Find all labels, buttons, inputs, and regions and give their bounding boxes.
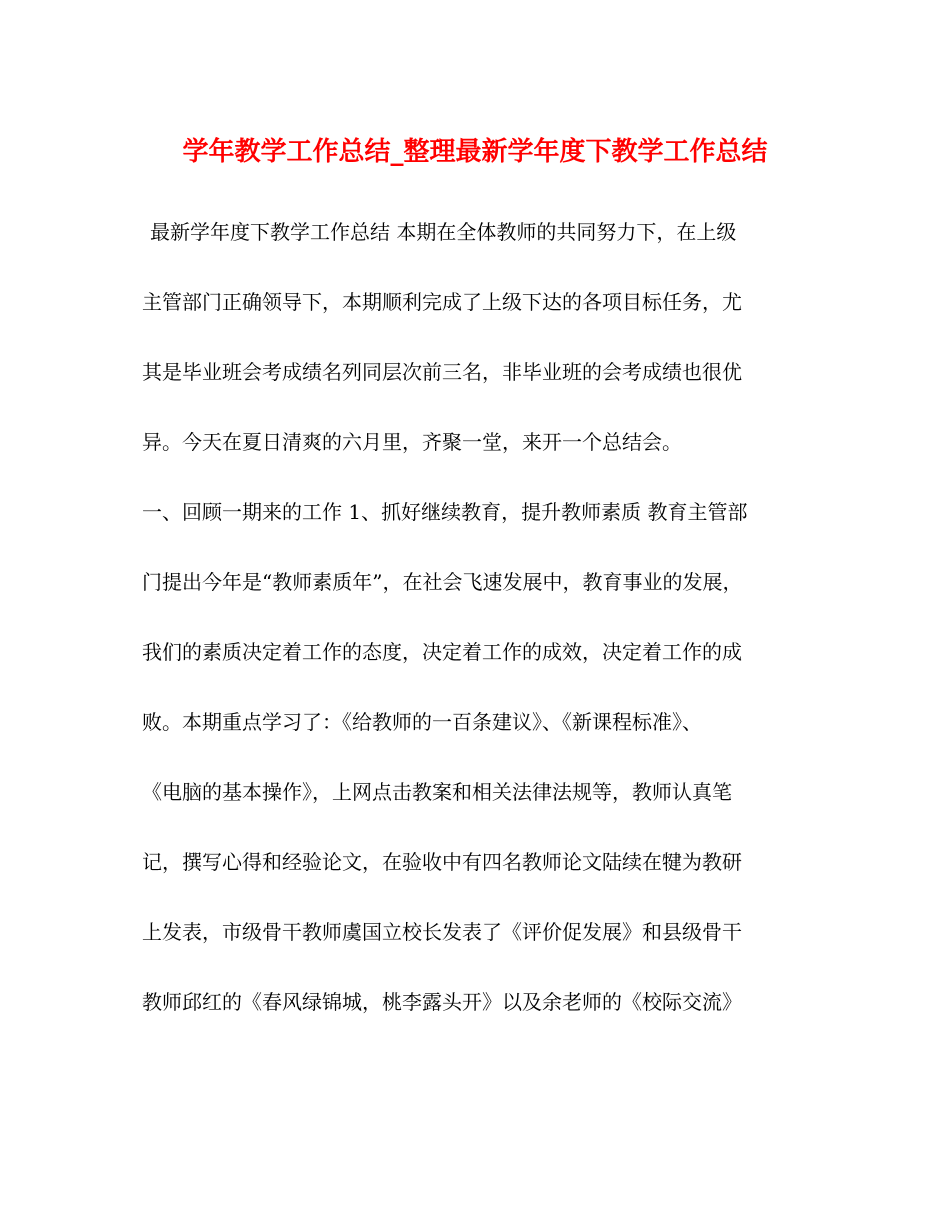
body-line: 记，撰写心得和经验论文，在验收中有四名教师论文陆续在犍为教研 — [142, 850, 742, 874]
body-line: 门提出今年是“教师素质年”，在社会飞速发展中，教育事业的发展， — [142, 570, 743, 594]
body-line: 教师邱红的《春风绿锦城，桃李露头开》以及余老师的《校际交流》 — [142, 990, 742, 1014]
body-line: 《电脑的基本操作》，上网点击教案和相关法律法规等，教师认真笔 — [142, 780, 732, 804]
body-line: 其是毕业班会考成绩名列同层次前三名，非毕业班的会考成绩也很优 — [142, 360, 742, 384]
body-line: 上发表，市级骨干教师虞国立校长发表了《评价促发展》和县级骨干 — [142, 920, 742, 944]
document-title: 学年教学工作总结_整理最新学年度下教学工作总结 — [182, 137, 768, 167]
body-line: 一、回顾一期来的工作 1、抓好继续教育，提升教师素质 教育主管部 — [142, 500, 748, 524]
body-line: 主管部门正确领导下，本期顺利完成了上级下达的各项目标任务，尤 — [142, 290, 742, 314]
body-line: 异。今天在夏日清爽的六月里，齐聚一堂，来开一个总结会。 — [142, 430, 682, 454]
body-line: 我们的素质决定着工作的态度，决定着工作的成效，决定着工作的成 — [142, 640, 742, 664]
body-line: 败。本期重点学习了：《给教师的一百条建议》、《新课程标准》、 — [142, 710, 702, 734]
body-line: 最新学年度下教学工作总结 本期在全体教师的共同努力下，在上级 — [150, 220, 737, 244]
